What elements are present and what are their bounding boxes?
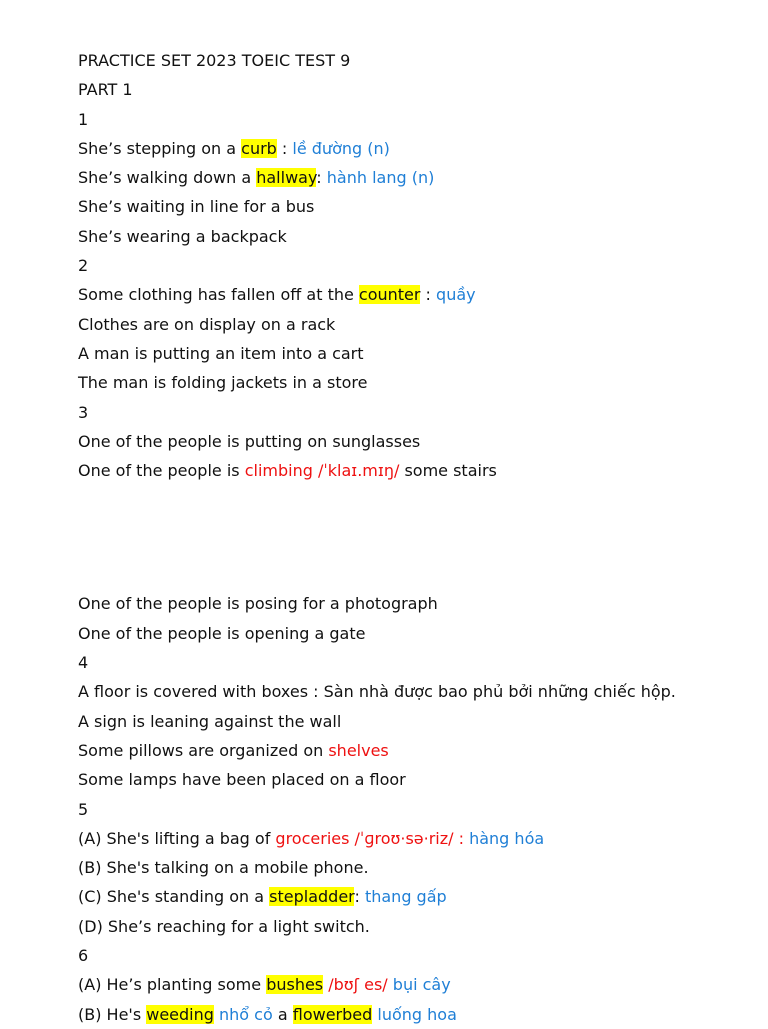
sentence-line [78,280,758,309]
sentence-line: One of the people is posing for a photograph [78,594,438,614]
separator: : [316,168,327,188]
translation: luống hoa [377,1004,457,1024]
sentence-line: Clothes are on display on a rack [78,314,336,334]
sentence-text: some stairs [399,461,497,481]
sentence-text: (C) She's standing on a [78,887,270,907]
question-number: 1 [78,109,89,129]
sentence-text: She’s stepping on a [78,138,242,158]
blank-space [78,485,758,589]
translation: hành lang (n) [326,168,435,188]
translation: nhổ cỏ [219,1004,273,1024]
question-number: 3 [78,402,89,422]
separator: : [276,138,293,158]
highlighted-word: hallway [256,168,317,188]
sentence-text: (B) He's [78,1004,147,1024]
sentence-line: A man is putting an item into a cart [78,343,364,363]
sentence-line [78,134,758,163]
sentence-text: a [272,1004,293,1024]
sentence-text: One of the people is [78,461,245,481]
sentence-text: (A) She's lifting a bag of [78,828,276,848]
document-page [78,46,758,1029]
translation: quầy [436,285,476,305]
translation: thang gấp [364,887,447,907]
option-d: (D) She’s reaching for a light switch. [78,916,370,936]
document-title: PRACTICE SET 2023 TOEIC TEST 9 [78,51,351,70]
sentence-line [78,163,758,192]
option-b: (B) She's talking on a mobile phone. [78,858,369,878]
option-b [78,1000,758,1029]
highlighted-word: flowerbed [292,1004,373,1024]
sentence-line: She’s wearing a backpack [78,226,287,246]
sentence-line: The man is folding jackets in a store [78,373,368,393]
pronunciation: /bʊʃ es/ [328,975,388,995]
question-number: 2 [78,256,89,276]
sentence-text: She’s walking down a [78,168,257,188]
sentence-line: A floor is covered with boxes : Sàn nhà được bao phủ bởi những chiếc hộp. [78,682,676,702]
option-a [78,824,758,853]
key-word: shelves [328,740,389,760]
highlighted-word: curb [241,138,277,158]
option-a [78,970,758,999]
highlighted-word: bushes [266,975,324,995]
pronunciation-word: climbing /ˈklaɪ.mɪŋ/ [244,461,400,481]
translation: bụi cây [392,975,451,995]
question-number: 5 [78,799,89,819]
sentence-line [78,736,758,765]
highlighted-word: weeding [146,1004,214,1024]
sentence-text: Some clothing has fallen off at the [78,285,359,305]
translation: hàng hóa [469,828,545,848]
question-number: 4 [78,653,89,673]
separator: : [420,285,437,305]
sentence-line: One of the people is opening a gate [78,623,366,643]
sentence-line: She’s waiting in line for a bus [78,197,315,217]
sentence-line: Some lamps have been placed on a floor [78,770,406,790]
sentence-line: One of the people is putting on sunglasses [78,431,421,451]
highlighted-word: stepladder [269,887,355,907]
sentence-line: A sign is leaning against the wall [78,711,342,731]
sentence-line [78,456,758,485]
sentence-text: Some pillows are organized on [78,740,329,760]
option-c [78,882,758,911]
part-heading: PART 1 [78,80,133,100]
sentence-text: (A) He’s planting some [78,975,267,995]
separator: : [354,887,365,907]
pronunciation-word: groceries /ˈɡroʊ·sə·riz/ : [275,828,470,848]
translation: lề đường (n) [292,138,390,158]
highlighted-word: counter [358,285,421,305]
question-number: 6 [78,946,89,966]
